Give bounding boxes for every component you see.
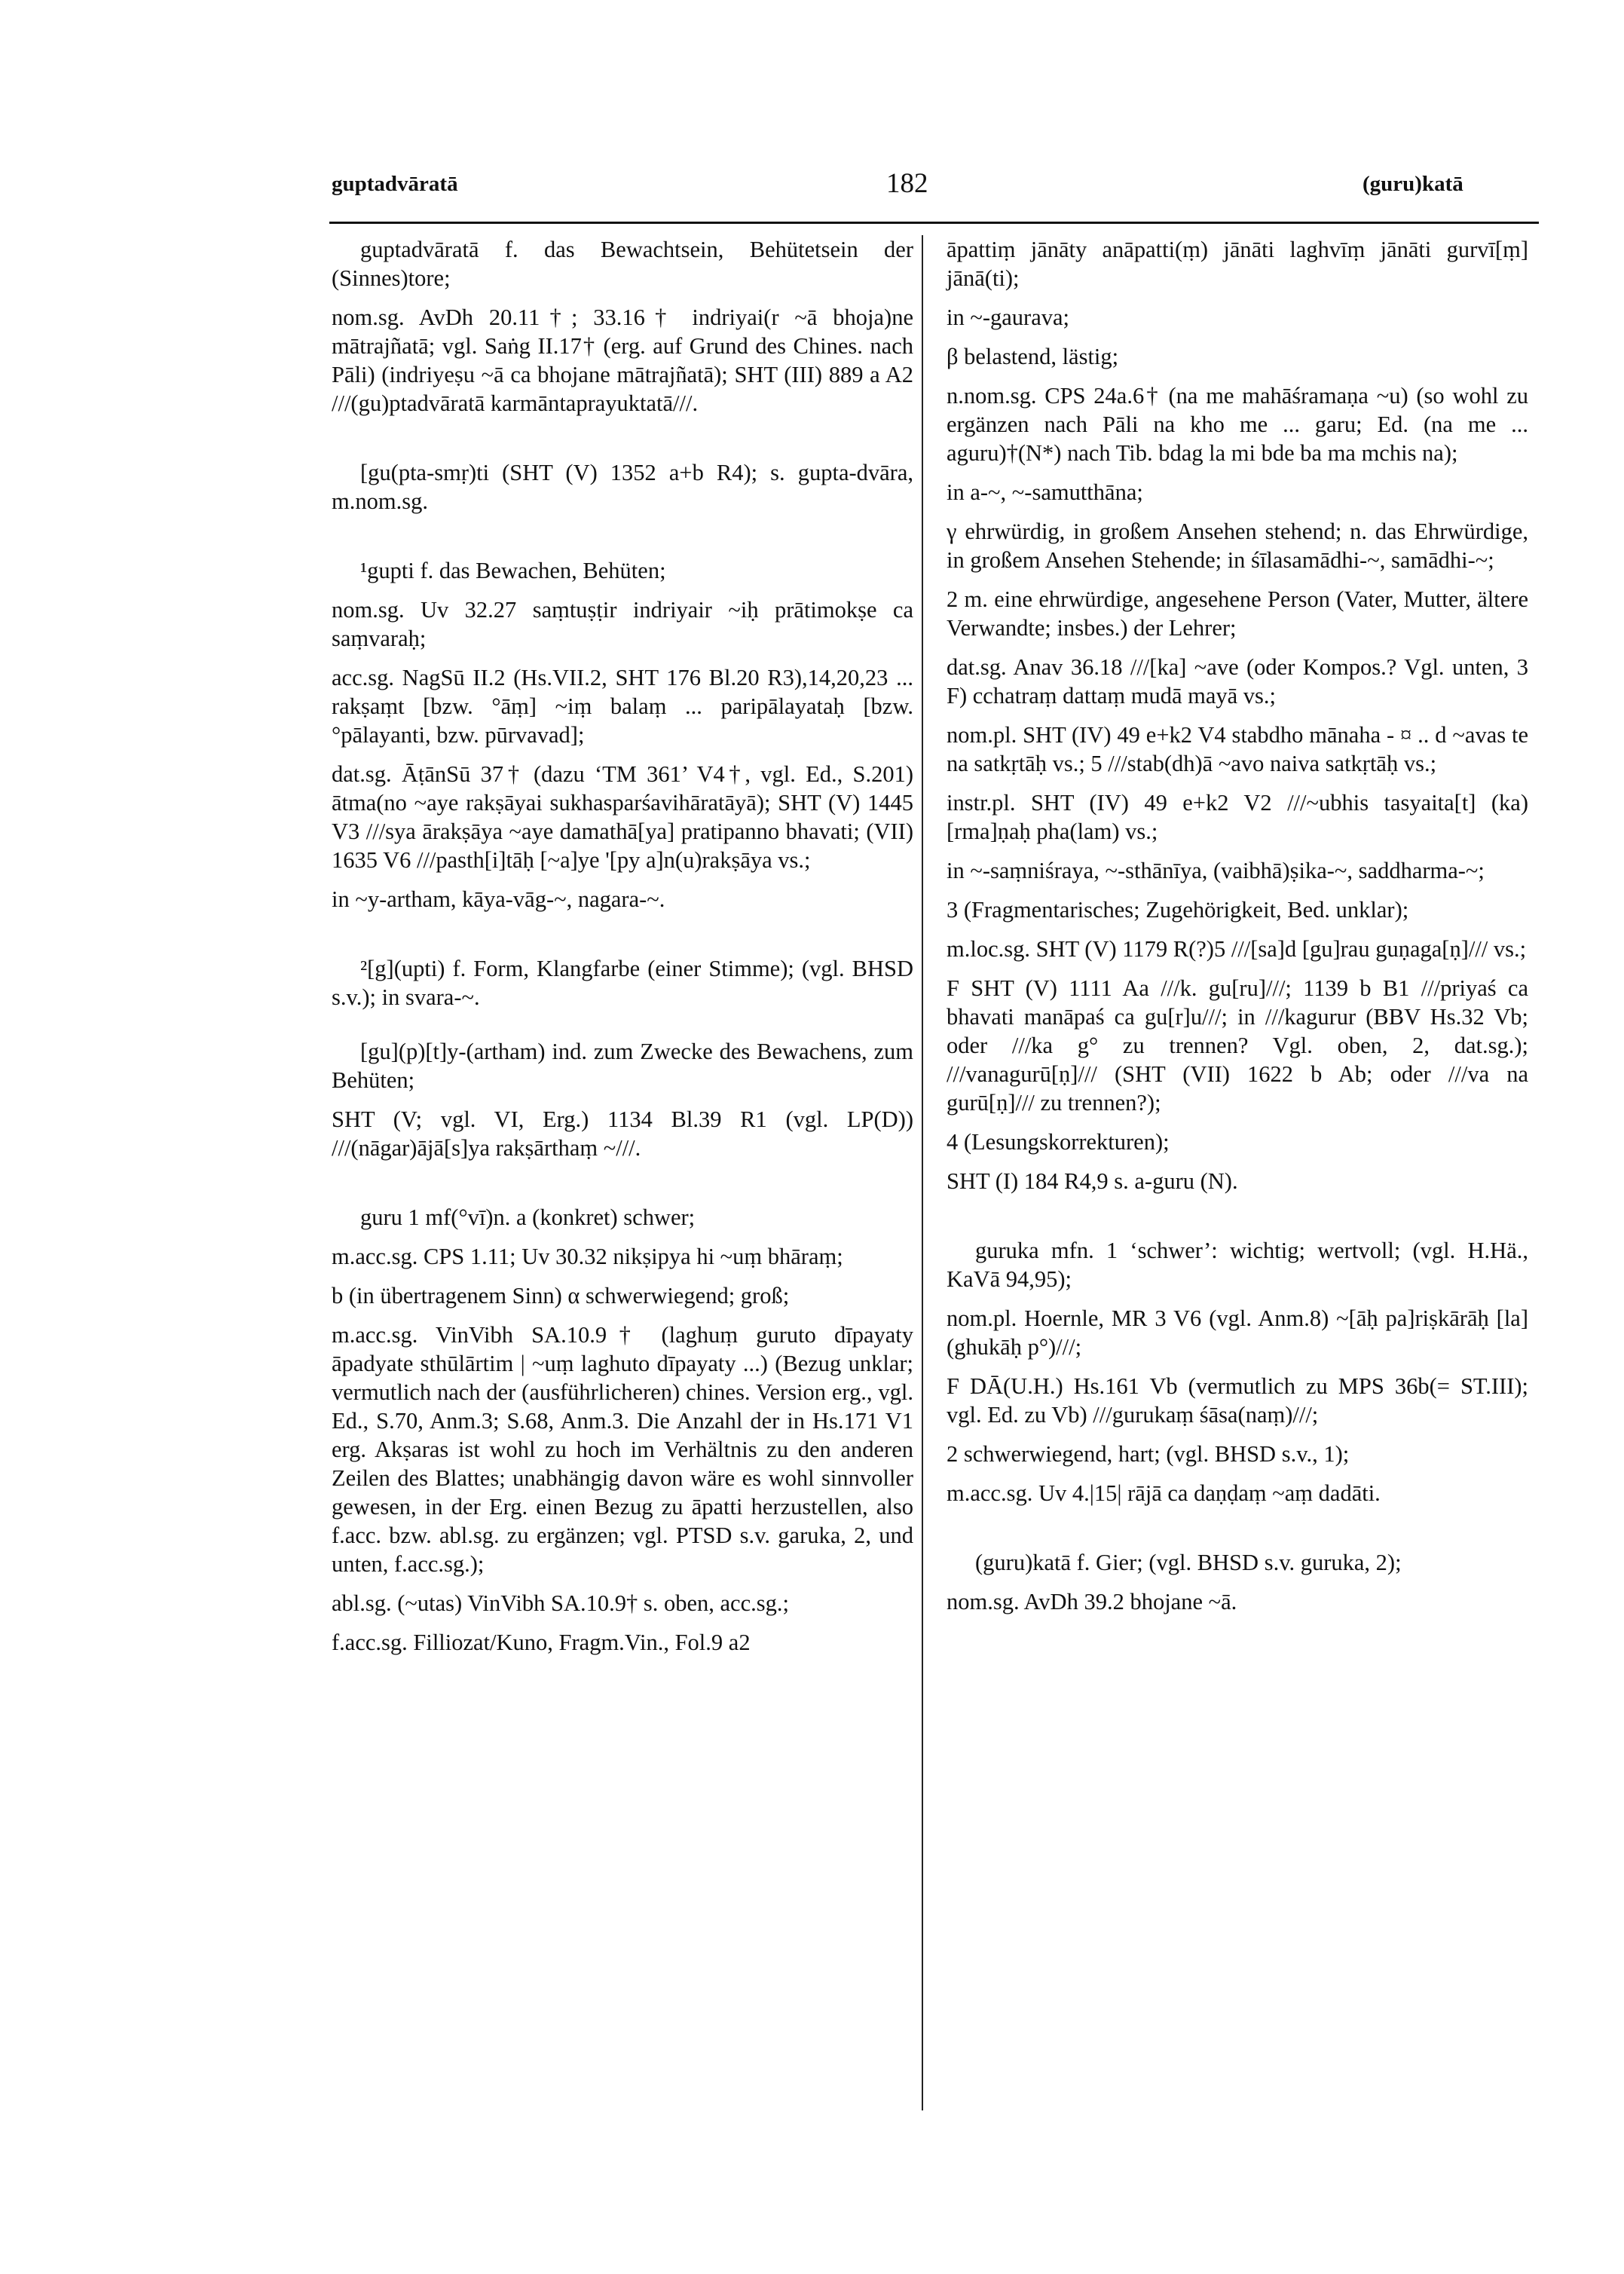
entry-sense: 3 (Fragmentarisches; Zugehörigkeit, Bed. unklar); (947, 897, 1409, 923)
entry-sense: γ ehrwürdig, in großem Ansehen stehend; n. das Ehrwürdige, in großem Ansehen Stehende; in śīlasamādhi-~, samādhi-~; (947, 519, 1528, 573)
entry-citation: m.acc.sg. VinVibh SA.10.9† (laghuṃ guruto dīpayaty āpadyate sthūlārtim | ~uṃ laghuto dīpayaty ...) (Bezug unklar; vermutlich nach der (ausführlicheren) chines. Version erg., vgl. Ed., S.70, Anm.3; S.68, Anm.3. Die Anzahl der in Hs.171 V1 erg. Akṣaras ist wohl zu hoch im Verhältnis zu den anderen Zeilen des Blattes; unabhängig davon wäre es wohl sinnvoller gewesen, in der Erg. einen Bezug zu āpatti herzustellen, also f.acc. bzw. abl.sg. zu ergänzen; vgl. PTSD s.v. garuka, 2, und unten, f.acc.sg.); (332, 1322, 913, 1577)
entry-citation: F SHT (V) 1111 Aa ///k. gu[ru]///; 1139 b B1 ///priyaś ca bhavati manāpaś ca gu[r]u///; in ///kagurur (BBV Hs.32 Vb; oder ///ka g° zu trennen? Vgl. oben, 2, dat.sg.); ///vanagurū[ṇ]/// (SHT (VII) 1622 b Ab; oder ///va na gurū[ṇ]/// zu trennen?); (947, 975, 1528, 1116)
right-column (947, 235, 1528, 1627)
entry-citation: āpattiṃ jānāty anāpatti(ṃ) jānāti laghvīṃ jānāti gurvī[ṃ] jānā(ti); (947, 237, 1528, 291)
entry-sense: 4 (Lesungskorrekturen); (947, 1129, 1170, 1155)
entry-citation: nom.sg. AvDh 39.2 bhojane ~ā. (947, 1589, 1237, 1614)
entry-citation: SHT (I) 184 R4,9 s. a-guru (N). (947, 1168, 1238, 1194)
entry-cross-reference: in ~-gaurava; (947, 305, 1069, 330)
entry-citation: acc.sg. NagSū II.2 (Hs.VII.2, SHT 176 Bl.20 R3),14,20,23 ... rakṣaṃt [bzw. °āṃ] ~iṃ balaṃ ... paripālayataḥ [bzw. °pālayanti, bzw. pūrvavad]; (332, 665, 913, 748)
entry-citation: dat.sg. ĀṭānSū 37† (dazu ‘TM 361’ V4†, vgl. Ed., S.201) ātma(no ~aye rakṣāyai sukhasparśavihāratāyā); SHT (V) 1445 V3 ///sya ārakṣāya ~aye damathā[ya] pratipanno bhavati; (VII) 1635 V6 ///pasth[i]tāḥ [~a]ye '[py a]n(u)rakṣāya vs.; (332, 761, 913, 873)
entry-headword: [gu(pta-smṛ)ti (SHT (V) 1352 a+b R4); s. gupta-dvāra, m.nom.sg. (332, 460, 913, 514)
entry-sense: 2 m. eine ehrwürdige, angesehene Person (Vater, Mutter, ältere Verwandte; insbes.) der Lehrer; (947, 586, 1528, 641)
entry-citation: nom.pl. Hoernle, MR 3 V6 (vgl. Anm.8) ~[āḥ pa]riṣkārāḥ [la](ghukāḥ p°)///; (947, 1305, 1528, 1360)
page-number: 182 (886, 168, 928, 199)
entry-cross-reference: in a-~, ~-samutthāna; (947, 479, 1143, 505)
entry-sense: β belastend, lästig; (947, 344, 1119, 369)
entry-headword: [gu](p)[t]y-(artham) ind. zum Zwecke des Bewachens, zum Behüten; (332, 1039, 913, 1093)
entry-headword: ¹gupti f. das Bewachen, Behüten; (360, 558, 666, 583)
left-column (332, 235, 913, 1667)
entry-citation: f.acc.sg. Filliozat/Kuno, Fragm.Vin., Fol.9 a2 (332, 1630, 751, 1655)
entry-citation: nom.sg. Uv 32.27 saṃtuṣṭir indriyair ~iḥ prātimokṣe ca saṃvaraḥ; (332, 597, 913, 651)
entry-citation: SHT (V; vgl. VI, Erg.) 1134 Bl.39 R1 (vgl. LP(D)) ///(nāgar)ājā[s]ya rakṣārthaṃ ~///. (332, 1106, 913, 1161)
entry-headword: guru 1 mf(°vī)n. a (konkret) schwer; (360, 1204, 696, 1230)
entry-cross-reference: in ~-saṃniśraya, ~-sthānīya, (vaibhā)ṣika-~, saddharma-~; (947, 858, 1485, 883)
entry-citation: nom.sg. AvDh 20.11†; 33.16† indriyai(r ~ā bhoja)ne mātrajñatā; vgl. Saṅg II.17† (erg. auf Grund des Chines. nach Pāli) (indriyeṣu ~ā ca bhojane mātrajñatā); SHT (III) 889 a A2 ///(gu)ptadvāratā karmāntaprayuktatā///. (332, 305, 913, 416)
entry-citation: m.acc.sg. CPS 1.11; Uv 30.32 nikṣipya hi ~uṃ bhāraṃ; (332, 1244, 843, 1269)
entry-citation: m.loc.sg. SHT (V) 1179 R(?)5 ///[sa]d [gu]rau guṇaga[ṇ]/// vs.; (947, 936, 1527, 962)
entry-headword: guruka mfn. 1 ‘schwer’: wichtig; wertvoll; (vgl. H.Hä., KaVā 94,95); (947, 1238, 1528, 1292)
header-rule (329, 222, 1539, 224)
entry-citation: m.acc.sg. Uv 4.|15| rājā ca daṇḍaṃ ~aṃ dadāti. (947, 1480, 1381, 1506)
entry-citation: F DĀ(U.H.) Hs.161 Vb (vermutlich zu MPS 36b(= ST.III); vgl. Ed. zu Vb) ///gurukaṃ śāsa(naṃ)///; (947, 1373, 1528, 1428)
entry-citation: dat.sg. Anav 36.18 ///[ka] ~ave (oder Kompos.? Vgl. unten, 3 F) cchatraṃ dattaṃ mudā mayā vs.; (947, 654, 1528, 709)
entry-citation: instr.pl. SHT (IV) 49 e+k2 V2 ///~ubhis tasyaita[t] (ka)[rma]ṇaḥ pha(lam) vs.; (947, 790, 1528, 844)
entry-citation: nom.pl. SHT (IV) 49 e+k2 V4 stabdho mānaha - ¤ .. d ~avas te na satkṛtāḥ vs.; 5 ///stab(dh)ā ~avo naiva satkṛtāḥ vs.; (947, 722, 1528, 776)
running-head-right: (guru)katā (1363, 172, 1463, 196)
entry-cross-reference: in ~y-artham, kāya-vāg-~, nagara-~. (332, 886, 665, 912)
entry-citation: abl.sg. (~utas) VinVibh SA.10.9† s. oben, acc.sg.; (332, 1590, 789, 1616)
entry-headword: (guru)katā f. Gier; (vgl. BHSD s.v. guruka, 2); (975, 1550, 1402, 1575)
entry-citation: n.nom.sg. CPS 24a.6† (na me mahāśramaṇa ~u) (so wohl zu ergänzen nach Pāli na kho me ... garu; Ed. (na me ... aguru)†(N*) nach Tib. bdag la mi bde ba ma mchis na); (947, 383, 1528, 466)
entry-headword: ²[g](upti) f. Form, Klangfarbe (einer Stimme); (vgl. BHSD s.v.); in svara-~. (332, 956, 913, 1010)
running-head-left: guptadvāratā (332, 172, 458, 196)
entry-sense: 2 schwerwiegend, hart; (vgl. BHSD s.v., 1); (947, 1441, 1350, 1467)
entry-sense: b (in übertragenem Sinn) α schwerwiegend; groß; (332, 1283, 790, 1308)
column-divider (922, 235, 923, 2110)
entry-headword: guptadvāratā f. das Bewachtsein, Behütetsein der (Sinnes)tore; (332, 237, 913, 291)
